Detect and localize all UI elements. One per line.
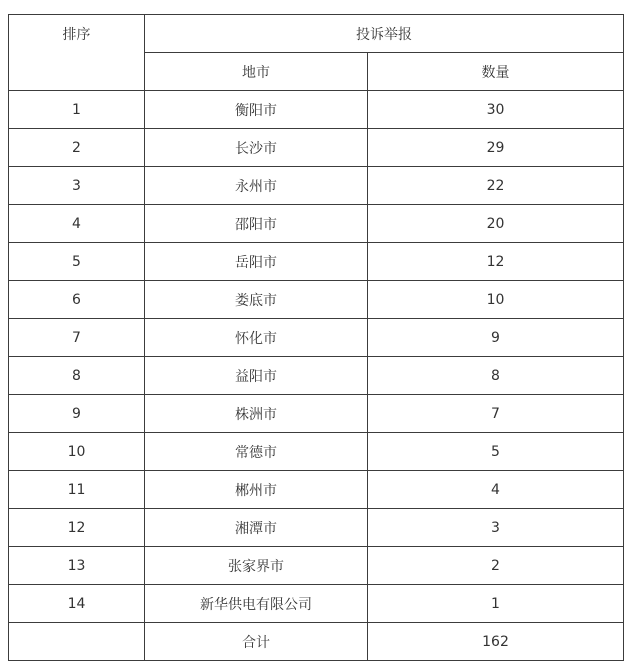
table-row: [9, 433, 624, 471]
table-row: [9, 509, 624, 547]
city-cell: 长沙市: [145, 129, 368, 167]
total-rank-cell: [9, 623, 145, 661]
rank-cell: 8: [9, 357, 145, 395]
table-row: [9, 281, 624, 319]
count-cell: 10: [368, 281, 624, 319]
header-row-top: [9, 15, 624, 53]
city-cell: 永州市: [145, 167, 368, 205]
count-cell: 5: [368, 433, 624, 471]
count-header: 数量: [368, 53, 624, 91]
table-row: [9, 395, 624, 433]
rank-cell: 2: [9, 129, 145, 167]
rank-cell: 3: [9, 167, 145, 205]
city-cell: 常德市: [145, 433, 368, 471]
city-cell: 株洲市: [145, 395, 368, 433]
rank-cell: 7: [9, 319, 145, 357]
table-body: [9, 91, 624, 661]
rank-cell: 11: [9, 471, 145, 509]
city-cell: 益阳市: [145, 357, 368, 395]
rank-cell: 1: [9, 91, 145, 129]
table-row: [9, 319, 624, 357]
table-row: [9, 167, 624, 205]
table-row: [9, 205, 624, 243]
count-cell: 12: [368, 243, 624, 281]
rank-cell: 10: [9, 433, 145, 471]
total-label-cell: 合计: [145, 623, 368, 661]
count-cell: 1: [368, 585, 624, 623]
count-cell: 8: [368, 357, 624, 395]
city-cell: 湘潭市: [145, 509, 368, 547]
city-cell: 怀化市: [145, 319, 368, 357]
total-row: [9, 623, 624, 661]
city-cell: 娄底市: [145, 281, 368, 319]
rank-cell: 5: [9, 243, 145, 281]
city-cell: 新华供电有限公司: [145, 585, 368, 623]
complaint-ranking-table: [8, 14, 624, 661]
city-header: 地市: [145, 53, 368, 91]
rank-cell: 4: [9, 205, 145, 243]
count-cell: 2: [368, 547, 624, 585]
count-cell: 29: [368, 129, 624, 167]
rank-cell: 12: [9, 509, 145, 547]
rank-cell: 13: [9, 547, 145, 585]
table-row: [9, 585, 624, 623]
table-row: [9, 547, 624, 585]
city-cell: 张家界市: [145, 547, 368, 585]
count-cell: 7: [368, 395, 624, 433]
table-row: [9, 471, 624, 509]
table-row: [9, 243, 624, 281]
city-cell: 邵阳市: [145, 205, 368, 243]
table-row: [9, 129, 624, 167]
rank-header: 排序: [9, 15, 145, 91]
count-cell: 9: [368, 319, 624, 357]
count-cell: 3: [368, 509, 624, 547]
table-row: [9, 91, 624, 129]
count-cell: 30: [368, 91, 624, 129]
complaint-group-header: 投诉举报: [145, 15, 624, 53]
rank-cell: 6: [9, 281, 145, 319]
count-cell: 4: [368, 471, 624, 509]
rank-cell: 14: [9, 585, 145, 623]
table-row: [9, 357, 624, 395]
count-cell: 22: [368, 167, 624, 205]
total-count-cell: 162: [368, 623, 624, 661]
city-cell: 岳阳市: [145, 243, 368, 281]
rank-cell: 9: [9, 395, 145, 433]
city-cell: 衡阳市: [145, 91, 368, 129]
count-cell: 20: [368, 205, 624, 243]
city-cell: 郴州市: [145, 471, 368, 509]
